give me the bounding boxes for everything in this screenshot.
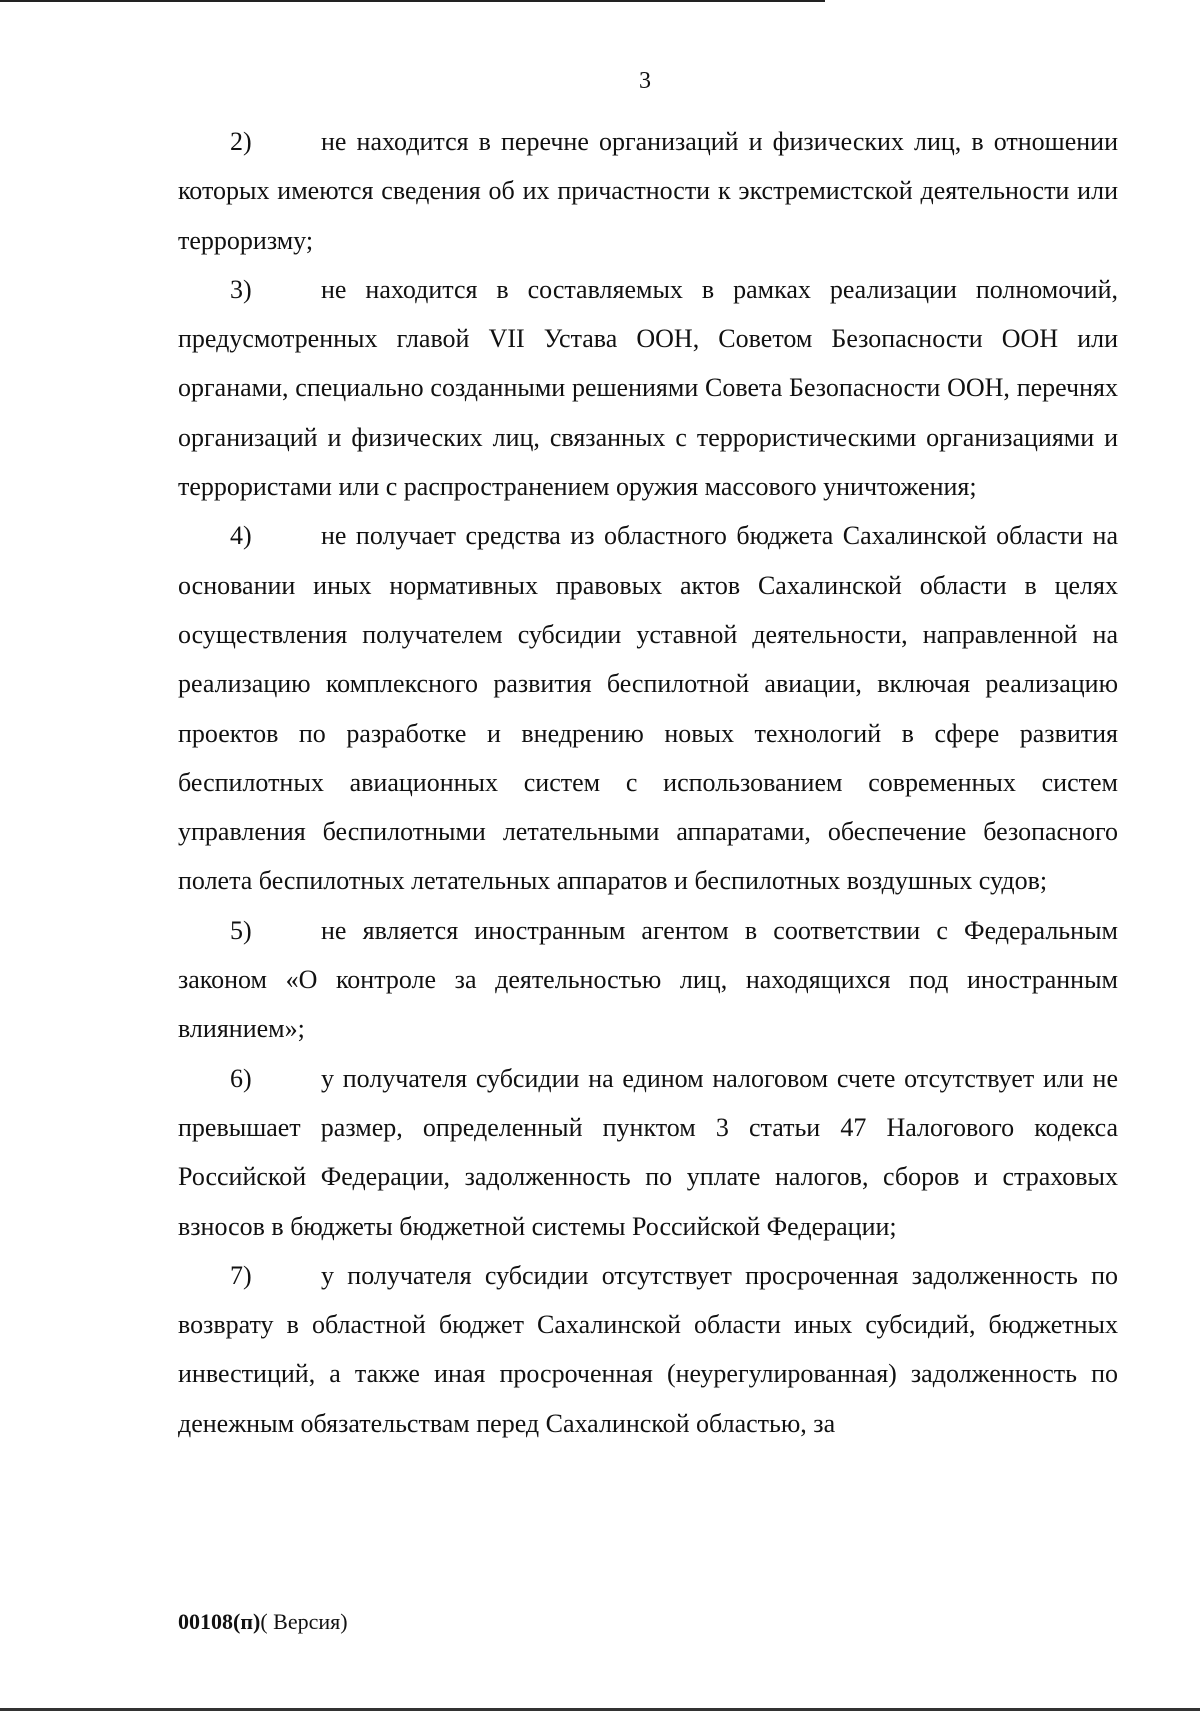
bottom-rule — [0, 1708, 1200, 1711]
item-text: не является иностранным агентом в соответствии с Федеральным законом «О контроле за деятельностью лиц, находящихся под иностранным влиянием»; — [178, 915, 1118, 1044]
item-text: не получает средства из областного бюджета Сахалинской области на основании иных нормативных правовых актов Сахалинской области в целях осуществления получателем субсидии уставной деятельности, направленной на реализацию комплексного развития беспилотной авиации, включая реализацию проектов по разработке и внедрению новых технологий в сфере развития беспилотных авиационных систем с использованием современных систем управления беспилотными летательными аппаратами, обеспечение безопасного полета беспилотных летательных аппаратов и беспилотных воздушных судов; — [178, 521, 1118, 896]
list-item — [178, 906, 1118, 1054]
item-text: не находится в составляемых в рамках реализации полномочий, предусмотренных главой VII Устава ООН, Советом Безопасности ООН или органами, специально созданными решениями Совета Безопасности ООН, перечнях организаций и физических лиц, связанных с террористическими организациями и террористами или с распространением оружия массового уничтожения; — [178, 274, 1118, 502]
top-rule — [0, 0, 825, 2]
item-text: у получателя субсидии отсутствует просроченная задолженность по возврату в областной бюджет Сахалинской области иных субсидий, бюджетных инвестиций, а также иная просроченная (неурегулированная) задолженность по денежным обязательствам перед Сахалинской областью, за — [178, 1260, 1118, 1438]
page-number: 3 — [639, 68, 651, 94]
item-text: у получателя субсидии на едином налоговом счете отсутствует или не превышает размер, определенный пунктом 3 статьи 47 Налогового кодекса Российской Федерации, задолженность по уплате налогов, сборов и страховых взносов в бюджеты бюджетной системы Российской Федерации; — [178, 1063, 1118, 1241]
document-footer — [178, 1609, 348, 1635]
item-number: 4) — [230, 521, 252, 551]
item-number: 5) — [230, 915, 252, 945]
list-item — [178, 511, 1118, 905]
document-body — [178, 117, 1118, 1448]
list-item — [178, 117, 1118, 265]
list-item — [178, 1251, 1118, 1448]
item-number: 7) — [230, 1260, 252, 1290]
item-number: 6) — [230, 1063, 252, 1093]
document-version: ( Версия) — [260, 1609, 348, 1634]
item-number: 3) — [230, 274, 252, 304]
list-item — [178, 1054, 1118, 1251]
item-text: не находится в перечне организаций и физических лиц, в отношении которых имеются сведения об их причастности к экстремистской деятельности или терроризму; — [178, 127, 1118, 255]
item-number: 2) — [230, 127, 252, 156]
list-item — [178, 265, 1118, 511]
document-code: 00108(п) — [178, 1609, 261, 1634]
